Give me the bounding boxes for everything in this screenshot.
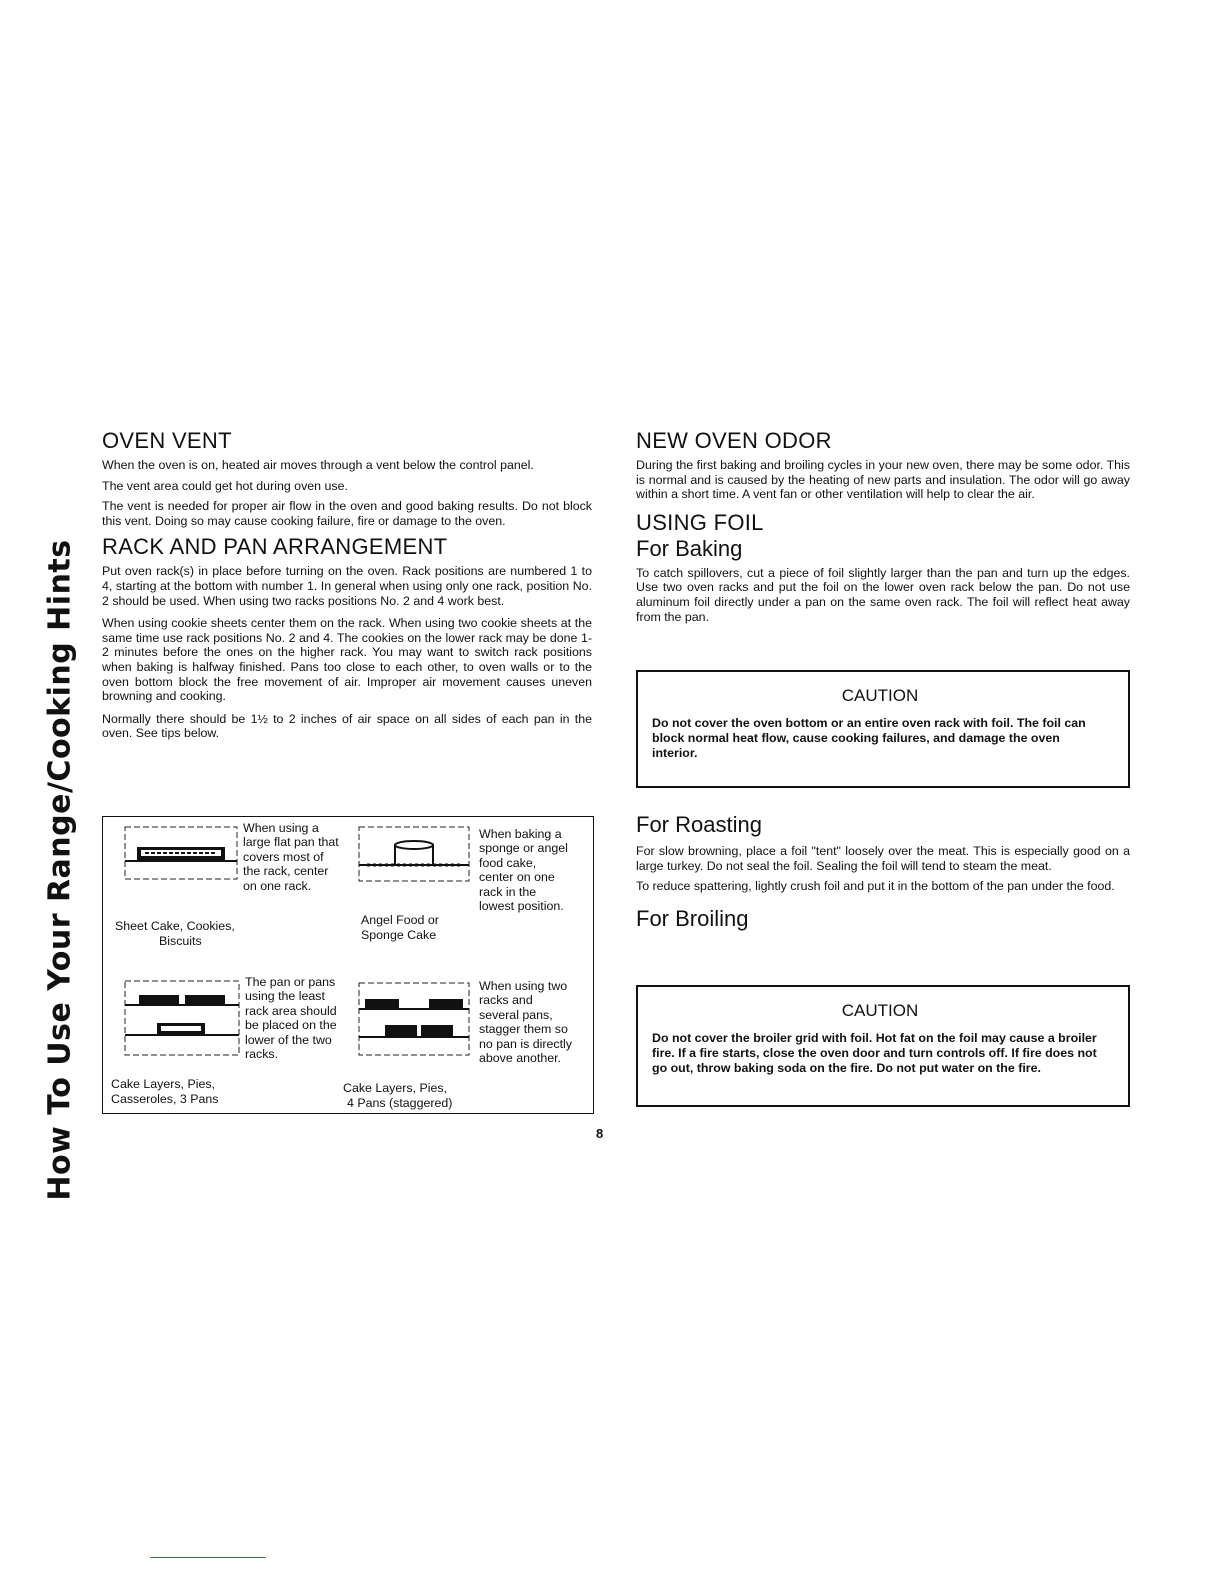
caution-text-baking: Do not cover the oven bottom or an entire oven rack with foil. The foil can block normal heat flow, cause cooking failures, and damage the oven interior. xyxy=(652,716,1086,760)
caution-title-broiling: CAUTION xyxy=(841,1001,919,1020)
caution-box-baking xyxy=(636,670,1130,788)
using-foil-heading: USING FOIL xyxy=(636,509,764,535)
roasting-paragraph-2: To reduce spattering, lightly crush foil and put it in the bottom of the pan under the food. xyxy=(636,879,1115,894)
tip-4-caption-line-1: Cake Layers, Pies, xyxy=(343,1081,447,1095)
right-column xyxy=(636,428,1130,630)
rack-arrangement-heading: RACK AND PAN ARRANGEMENT xyxy=(102,534,448,560)
tip-4-caption-line-2: 4 Pans (staggered) xyxy=(347,1096,453,1110)
caution-text-broiling: Do not cover the broiler grid with foil. Hot fat on the foil may cause a broiler fire. If a fire starts, close the oven door and turn controls off. If fire does not go out, throw baking soda on the fire. Do not put water on the fire. xyxy=(652,1031,1097,1075)
tip-1-caption-line-2: Biscuits xyxy=(159,934,202,948)
oven-vent-paragraph-3: The vent is needed for proper air flow in the oven and good baking results. Do not block this vent. Doing so may cause cooking failure, fire or damage to the oven. xyxy=(102,499,592,528)
bottom-divider xyxy=(150,1557,266,1558)
roasting-paragraph-1: For slow browning, place a foil "tent" loosely over the meat. This is especially good on a large turkey. Do not seal the foil. Sealing the foil will tend to steam the meat. xyxy=(636,844,1130,873)
sheet-cake-rack-illustration xyxy=(121,823,241,885)
tip-3-caption-line-1: Cake Layers, Pies, xyxy=(111,1077,215,1091)
oven-vent-paragraph-2: The vent area could get hot during oven use. xyxy=(102,478,348,493)
four-pans-staggered-illustration xyxy=(355,979,473,1061)
roasting-section xyxy=(636,812,1130,932)
tip-2-description: When baking a sponge or angel food cake, center on one rack in the lowest position. xyxy=(479,827,568,914)
for-broiling-heading: For Broiling xyxy=(636,905,749,931)
rack-paragraph-3: Normally there should be 1½ to 2 inches of air space on all sides of each pan in the oven. See tips below. xyxy=(102,711,592,741)
page-number: 8 xyxy=(596,1126,604,1141)
rack-paragraph-2: When using cookie sheets center them on the rack. When using two cookie sheets at the same time use rack positions No. 2 and 4. The cookies on the lower rack may be done 1-2 minutes before the ones on the higher rack. You may want to switch rack positions when baking is halfway finished. Pans too close to each other, to oven walls or to the oven bottom block the free movement of air. Improper air movement causes uneven browning and cooking. xyxy=(102,616,592,704)
tip-2-caption-line-1: Angel Food or xyxy=(361,913,439,927)
tip-1-description: When using a large flat pan that covers most of the rack, center on one rack. xyxy=(243,821,339,893)
caution-box-broiling xyxy=(636,985,1130,1107)
rack-tips-figure xyxy=(102,816,594,1114)
odor-paragraph: During the first baking and broiling cycles in your new oven, there may be some odor. This is normal and is caused by the heating of new parts and insulation. The odor will go away within a short time. A vent fan or other ventilation will help to clear the air. xyxy=(636,458,1130,502)
three-pans-rack-illustration xyxy=(121,977,243,1061)
new-oven-odor-heading: NEW OVEN ODOR xyxy=(636,428,832,453)
tip-3-description: The pan or pans using the least rack area should be placed on the lower of the two racks. xyxy=(245,975,337,1062)
baking-paragraph: To catch spillovers, cut a piece of foil slightly larger than the pan and turn up the edges. Use two oven racks and put the foil on the lower oven rack below the pan. Do not use aluminum foil directly under a pan on the same oven rack. The foil will reflect heat away from the pan. xyxy=(636,565,1130,624)
caution-title-baking: CAUTION xyxy=(841,686,919,705)
side-title-text: How To Use Your Range/Cooking Hints xyxy=(42,539,78,1201)
side-section-title xyxy=(30,539,90,1201)
oven-vent-paragraph-1: When the oven is on, heated air moves through a vent below the control panel. xyxy=(102,458,534,472)
left-column xyxy=(102,428,592,747)
tip-2-caption-line-2: Sponge Cake xyxy=(361,928,437,942)
tip-3-caption-line-2: Casseroles, 3 Pans xyxy=(111,1092,219,1106)
tip-1-caption-line-1: Sheet Cake, Cookies, xyxy=(115,919,235,933)
rack-paragraph-1: Put oven rack(s) in place before turning on the oven. Rack positions are numbered 1 to 4, starting at the bottom with number 1. In general when using only one rack, position No. 2 should be used. When using two racks positions No. 2 and 4 work best. xyxy=(102,564,592,608)
for-roasting-heading: For Roasting xyxy=(636,812,762,837)
angel-food-rack-illustration xyxy=(355,823,473,887)
tip-4-description: When using two racks and several pans, stagger them so no pan is directly above another. xyxy=(479,979,572,1066)
for-baking-heading: For Baking xyxy=(636,535,743,561)
oven-vent-heading: OVEN VENT xyxy=(102,428,232,453)
